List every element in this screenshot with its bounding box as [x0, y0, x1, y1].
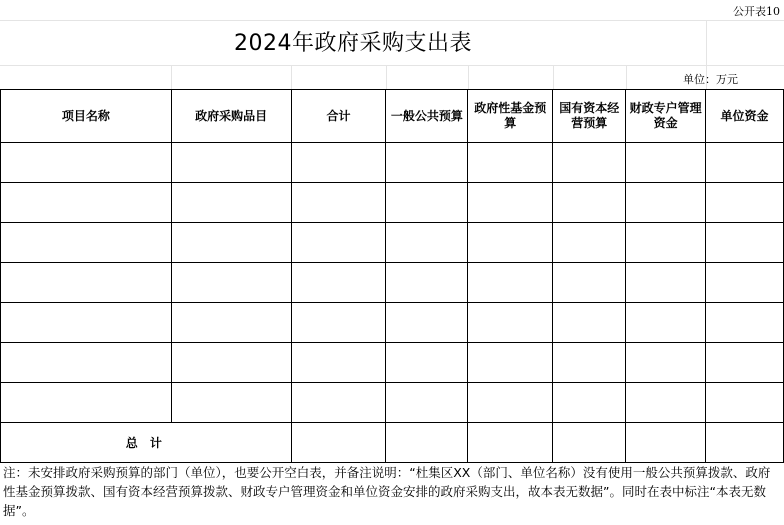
table-cell[interactable] — [706, 383, 784, 423]
total-row — [1, 423, 784, 463]
table-row — [1, 343, 784, 383]
header-project-name: 项目名称 — [1, 90, 172, 143]
table-cell[interactable] — [1, 263, 172, 303]
table-cell[interactable] — [468, 263, 553, 303]
header-special-account-funds: 财政专户管理资金 — [626, 90, 706, 143]
header-state-capital-budget: 国有资本经营预算 — [553, 90, 626, 143]
table-cell[interactable] — [706, 303, 784, 343]
gridline — [0, 20, 784, 21]
header-gov-fund-budget: 政府性基金预算 — [468, 90, 553, 143]
table-row — [1, 383, 784, 423]
table-cell[interactable] — [626, 143, 706, 183]
table-cell[interactable] — [706, 183, 784, 223]
table-cell[interactable] — [626, 343, 706, 383]
table-row — [1, 143, 784, 183]
table-cell[interactable] — [468, 383, 553, 423]
procurement-table — [0, 89, 784, 463]
table-cell[interactable] — [706, 223, 784, 263]
table-cell[interactable] — [386, 303, 468, 343]
table-cell[interactable] — [386, 183, 468, 223]
table-cell[interactable] — [171, 303, 291, 343]
gridline — [0, 65, 784, 66]
table-cell[interactable] — [171, 383, 291, 423]
table-cell[interactable] — [553, 183, 626, 223]
footnote: 注：未安排政府采购预算的部门（单位），也要公开空白表，并备注说明：“杜集区XX（部门、单位名称）没有使用一般公共预算拨款、政府性基金预算拨款、国有资本经营预算拨款、财政专户管理资金和单位资金安排的政府采购支出，故本表无数据”。同时在表中标注“本表无数据”。 — [3, 465, 771, 518]
table-cell[interactable] — [386, 223, 468, 263]
table-cell[interactable] — [553, 263, 626, 303]
table-cell[interactable] — [626, 303, 706, 343]
total-label: 总 计 — [1, 423, 292, 463]
table-cell[interactable] — [1, 183, 172, 223]
table-cell[interactable] — [386, 143, 468, 183]
table-cell[interactable] — [291, 263, 386, 303]
table-cell[interactable] — [553, 423, 626, 463]
table-cell[interactable] — [553, 223, 626, 263]
table-cell[interactable] — [291, 143, 386, 183]
table-cell[interactable] — [626, 423, 706, 463]
gridline — [468, 65, 469, 89]
table-cell[interactable] — [468, 343, 553, 383]
table-cell[interactable] — [171, 223, 291, 263]
table-cell[interactable] — [706, 423, 784, 463]
table-cell[interactable] — [386, 383, 468, 423]
gridline — [171, 65, 172, 89]
table-cell[interactable] — [1, 303, 172, 343]
gridline — [386, 65, 387, 89]
table-cell[interactable] — [171, 263, 291, 303]
table-cell[interactable] — [386, 343, 468, 383]
table-cell[interactable] — [1, 343, 172, 383]
table-cell[interactable] — [706, 343, 784, 383]
page-title: 2024年政府采购支出表 — [234, 31, 472, 56]
table-cell[interactable] — [291, 383, 386, 423]
unit-label: 单位：万元 — [683, 73, 738, 86]
table-cell[interactable] — [291, 223, 386, 263]
gridline — [291, 65, 292, 89]
table-cell[interactable] — [626, 183, 706, 223]
gridline — [626, 65, 627, 89]
header-row — [1, 90, 784, 143]
header-unit-funds: 单位资金 — [706, 90, 784, 143]
table-cell[interactable] — [1, 143, 172, 183]
table-cell[interactable] — [171, 343, 291, 383]
table-cell[interactable] — [468, 423, 553, 463]
table-cell[interactable] — [386, 263, 468, 303]
table-cell[interactable] — [171, 143, 291, 183]
table-cell[interactable] — [468, 143, 553, 183]
table-row — [1, 303, 784, 343]
table-cell[interactable] — [626, 223, 706, 263]
table-cell[interactable] — [468, 223, 553, 263]
header-total: 合计 — [291, 90, 386, 143]
table-cell[interactable] — [553, 303, 626, 343]
table-cell[interactable] — [291, 303, 386, 343]
gridline — [553, 65, 554, 89]
table-cell[interactable] — [291, 343, 386, 383]
table-cell[interactable] — [553, 343, 626, 383]
table-cell[interactable] — [171, 183, 291, 223]
table-cell[interactable] — [468, 303, 553, 343]
table-cell[interactable] — [626, 383, 706, 423]
table-cell[interactable] — [1, 223, 172, 263]
table-cell[interactable] — [706, 263, 784, 303]
table-row — [1, 223, 784, 263]
table-cell[interactable] — [468, 183, 553, 223]
table-cell[interactable] — [386, 423, 468, 463]
table-cell[interactable] — [291, 183, 386, 223]
header-procurement-item: 政府采购品目 — [171, 90, 291, 143]
table-cell[interactable] — [553, 143, 626, 183]
table-cell[interactable] — [1, 383, 172, 423]
table-cell[interactable] — [626, 263, 706, 303]
table-row — [1, 183, 784, 223]
table-row — [1, 263, 784, 303]
table-cell[interactable] — [553, 383, 626, 423]
table-number-tag: 公开表10 — [733, 5, 780, 18]
header-general-budget: 一般公共预算 — [386, 90, 468, 143]
table-cell[interactable] — [706, 143, 784, 183]
table-cell[interactable] — [291, 423, 386, 463]
